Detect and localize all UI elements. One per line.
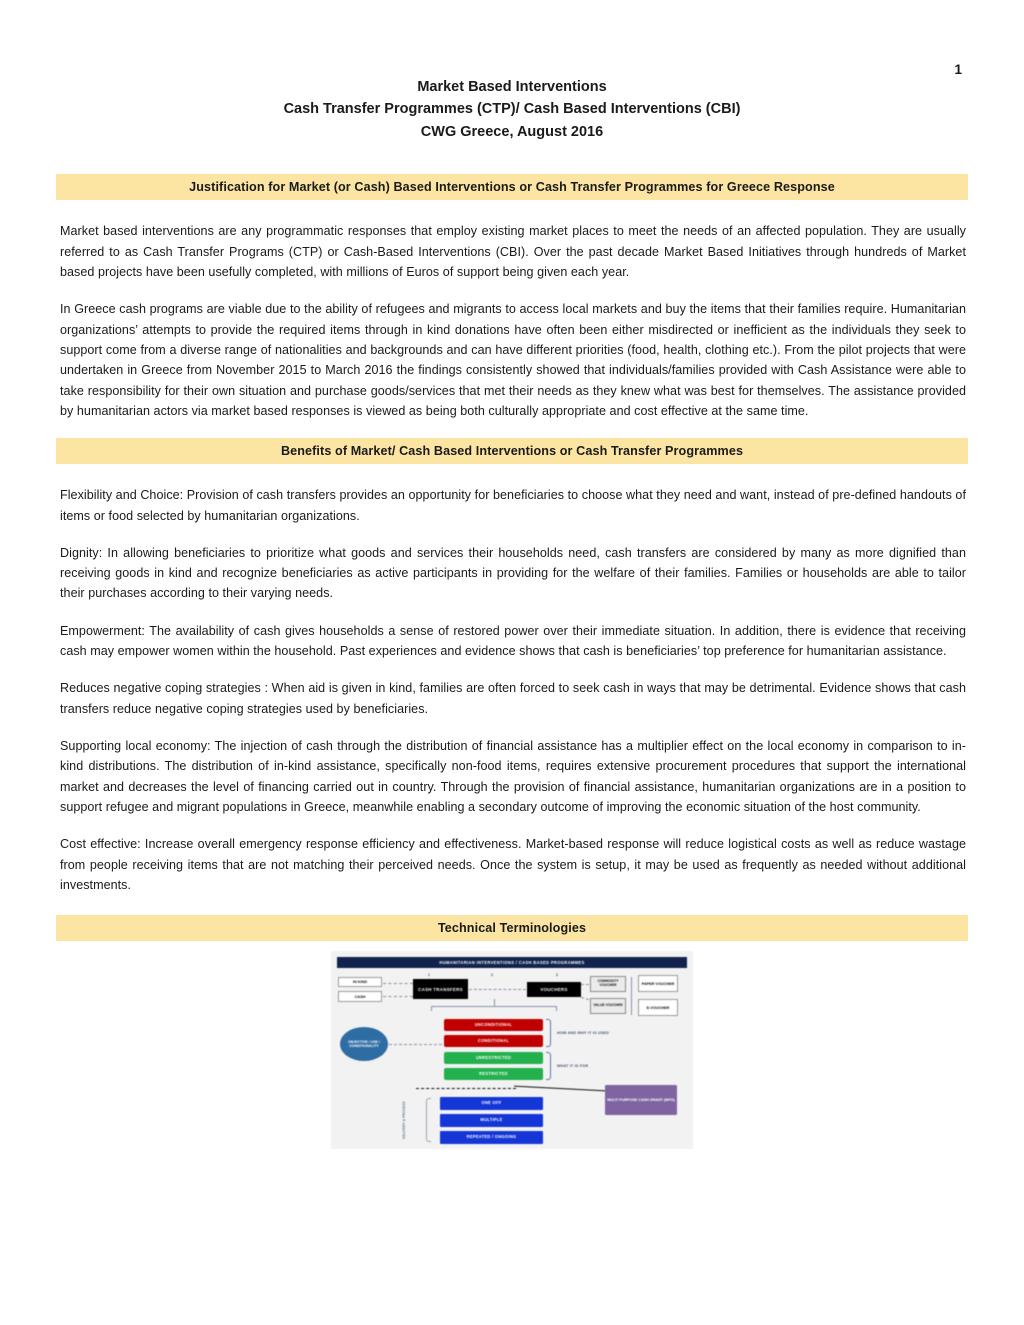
diagram-node-commodity-voucher: COMMODITY VOUCHER xyxy=(590,976,626,992)
diagram-node-restricted: RESTRICTED xyxy=(444,1068,543,1080)
title-line-2: Cash Transfer Programmes (CTP)/ Cash Based Interventions (CBI) xyxy=(283,101,741,118)
diagram-connector-voucher-commodity xyxy=(581,984,589,985)
justification-body xyxy=(60,221,966,421)
benefit-paragraph-flexibility: Flexibility and Choice: Provision of cash transfers provides an opportunity for beneficiaries to choose what they need and want, instead of pre-defined handouts of items or food selected by humanitarian organizations. xyxy=(60,488,966,523)
justification-banner-wrap xyxy=(0,174,1024,200)
diagram-container xyxy=(0,951,1024,1149)
diagram-connector-to-mpg xyxy=(514,1086,606,1092)
benefit-paragraph-dignity: Dignity: In allowing beneficiaries to prioritize what goods and services their households need, cash transfers are considered by many as more dignified than receiving goods in kind and recognize beneficiaries as active participants in providing for the welfare of their families. Families or households are able to tailor their purchases according to their varying needs. xyxy=(60,545,966,601)
section-banner-technical: Technical Terminologies xyxy=(56,915,968,941)
diagram-bracket-top-stem xyxy=(494,999,495,1006)
benefit-paragraph-coping: Reduces negative coping strategies : When aid is given in kind, families are often forced to seek cash in ways that may be detrimental. Evidence shows that cash transfers reduce negative coping strategies used by beneficiaries. xyxy=(60,681,966,716)
document-title xyxy=(0,0,1024,143)
diagram-connector-voucher-types xyxy=(631,977,632,1015)
diagram-node-unrestricted: UNRESTRICTED xyxy=(444,1052,543,1064)
diagram-node-multiple: MULTIPLE xyxy=(440,1114,543,1127)
diagram-brace-delivery xyxy=(426,1098,431,1142)
diagram-title-bar: HUMANITARIAN INTERVENTIONS / CASH BASED PROGRAMMES xyxy=(337,957,687,968)
diagram-annotation-what-for: WHAT IT IS FOR xyxy=(557,1064,589,1069)
title-line-1: Market Based Interventions xyxy=(417,79,607,95)
diagram-node-vouchers: VOUCHERS xyxy=(527,982,581,997)
diagram-node-conditional: CONDITIONAL xyxy=(444,1035,543,1047)
diagram-annotation-how-and-why: HOW AND WHY IT IS USED xyxy=(557,1031,609,1036)
diagram-node-cash: CASH xyxy=(338,991,382,1002)
justification-paragraph-1: Market based interventions are any programmatic responses that employ existing market places to meet the needs of an affected population. They are usually referred to as Cash Transfer Programs (CTP) or Cash-Based Interventions (CBI). Over the past decade Market Based Initiatives through hundreds of Market based projects have been usefully completed, with millions of Euros of support being given each year. xyxy=(60,224,966,280)
diagram-node-value-voucher: VALUE VOUCHER xyxy=(590,998,626,1014)
diagram-bracket-top xyxy=(431,1006,556,1007)
page-number: 1 xyxy=(954,62,962,77)
diagram-bracket-top-right xyxy=(556,1006,557,1011)
diagram-step-number-1: 1 xyxy=(428,973,430,978)
section-banner-benefits: Benefits of Market/ Cash Based Interventions or Cash Transfer Programmes xyxy=(56,438,968,464)
diagram-step-number-2: 2 xyxy=(491,973,493,978)
title-line-3: CWG Greece, August 2016 xyxy=(420,123,604,140)
benefit-paragraph-empowerment: Empowerment: The availability of cash gives households a sense of restored power over their immediate situation. In addition, there is evidence that receiving cash may empower women within the household. Past experiences and evidence shows that cash is beneficiaries’ top preference for humanitarian assistance. xyxy=(60,623,966,659)
justification-paragraph-2: In Greece cash programs are viable due to the ability of refugees and migrants to access local markets and buy the items that their families require. Humanitarian organizations’ attempts to provide the required items through in kind donations have often been either misdirected or inefficient as the individuals they seek to support come from a diverse range of nationalities and backgrounds and can have different priorities (food, health, clothing etc.). From the pilot projects that were undertaken in Greece from November 2015 to March 2016 the findings consistently showed that individuals/families provided with Cash Assistance were able to take responsibility for their own situation and purchase goods/services that met their needs as they knew what was best for themselves. The assistance provided by humanitarian actors via market based responses is viewed as being both culturally appropriate and cost effective at the same time. xyxy=(60,302,966,418)
diagram-brace-what-for xyxy=(546,1052,551,1080)
benefit-paragraph-local-economy: Supporting local economy: The injection of cash through the distribution of financial assistance has a multiplier effect on the local economy in comparison to in-kind distributions. The distribution of in-kind assistance, specifically non-food items, requires extensive procurement procedures that support the international market and decreases the level of financing carried out in country. Through the provision of financial assistance, humanitarian organizations are in a position to support refugee and migrant populations in Greece, meanwhile enabling a secondary outcome of improving the economic situation of the host community. xyxy=(60,739,966,814)
diagram-connector-cash xyxy=(383,996,413,997)
diagram-step-number-3: 3 xyxy=(556,973,558,978)
diagram-node-cash-transfers: CASH TRANSFERS xyxy=(413,979,468,999)
diagram-node-multi-purpose-grant: MULTI PURPOSE CASH GRANT (MPG) xyxy=(605,1085,677,1115)
diagram-node-paper-voucher: PAPER VOUCHER xyxy=(638,975,678,992)
benefits-banner-wrap xyxy=(0,438,1024,464)
diagram-node-e-voucher: E-VOUCHER xyxy=(638,999,678,1016)
diagram-bracket-top-left xyxy=(431,1006,432,1011)
diagram-node-in-kind: IN KIND xyxy=(338,977,382,987)
diagram-node-repeated: REPEATED / ONGOING xyxy=(440,1131,543,1144)
diagram-node-one-off: ONE OFF xyxy=(440,1097,543,1110)
diagram-node-unconditional: UNCONDITIONAL xyxy=(444,1019,543,1031)
diagram-connector-voucher-value xyxy=(581,997,589,1000)
diagram-connector-inkind xyxy=(383,983,413,984)
diagram-divider-dashed xyxy=(416,1088,516,1089)
benefits-body xyxy=(60,485,966,895)
cash-programmes-flowchart xyxy=(331,951,693,1149)
diagram-label-delivery-process: DELIVERY & PROCESS xyxy=(402,1101,406,1140)
diagram-connector-objective xyxy=(389,1044,442,1045)
diagram-node-objective: OBJECTIVE / USE / CONDITIONALITY xyxy=(340,1027,388,1061)
diagram-brace-how-why xyxy=(546,1019,551,1047)
technical-banner-wrap xyxy=(0,915,1024,941)
diagram-connector-transfers-vouchers xyxy=(469,989,526,990)
benefit-paragraph-cost-effective: Cost effective: Increase overall emergency response efficiency and effectiveness. Market-based response will reduce logistical costs as well as reduce wastage from people receiving items that are not matching their perceived needs. Once the system is setup, it may be used as frequently as needed without additional investments. xyxy=(60,837,966,892)
section-banner-justification: Justification for Market (or Cash) Based Interventions or Cash Transfer Programmes for Greece Response xyxy=(56,174,968,200)
